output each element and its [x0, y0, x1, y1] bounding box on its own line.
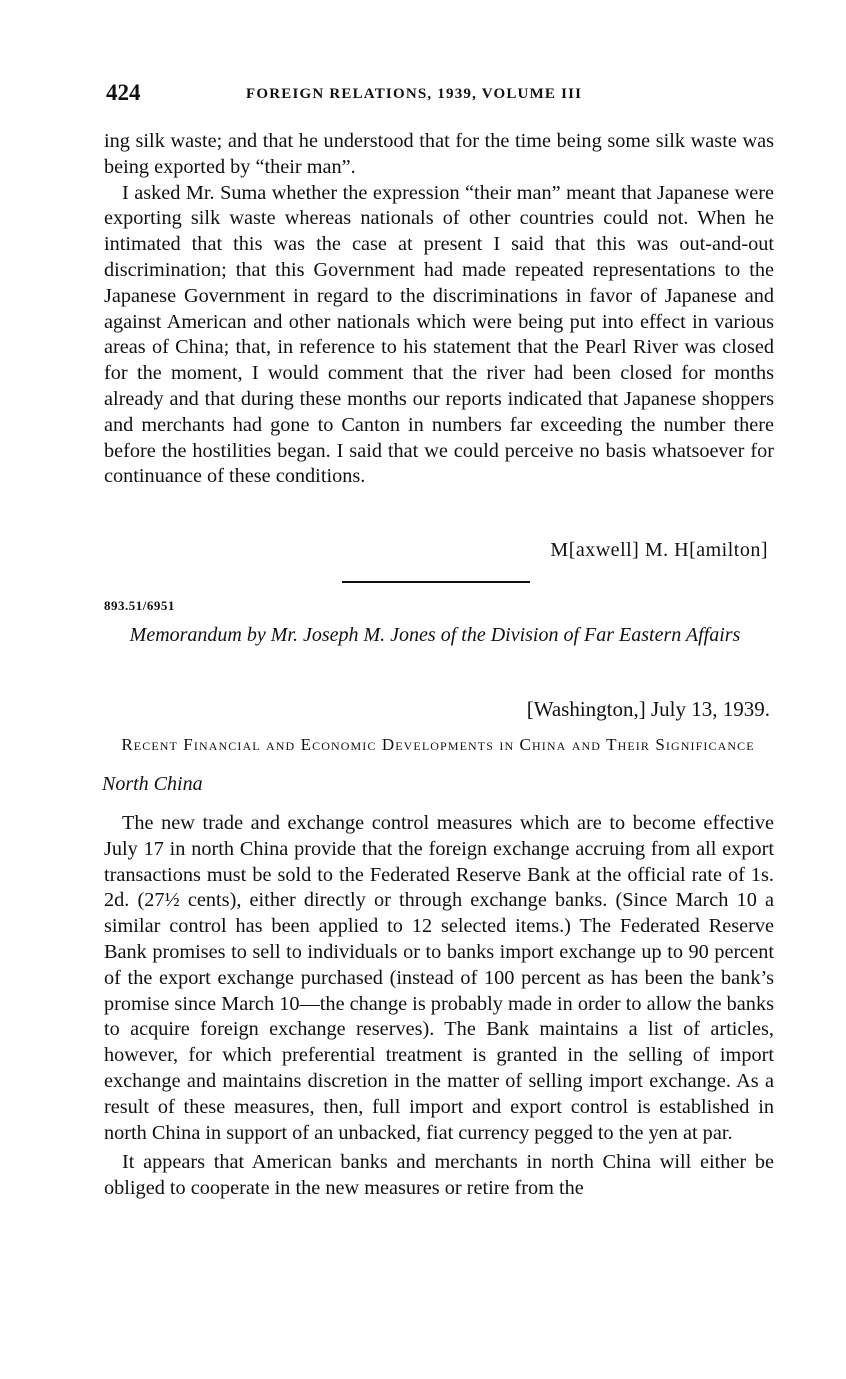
page-number: 424 — [106, 80, 141, 105]
section-heading: North China — [102, 773, 203, 795]
paragraph: ing silk waste; and that he understood that for the time being some silk waste was being exported by “their man”. — [104, 130, 774, 178]
section-divider — [342, 581, 530, 583]
file-number: 893.51/6951 — [104, 598, 175, 613]
signature: M[axwell] M. H[amilton] — [550, 539, 768, 561]
running-head: FOREIGN RELATIONS, 1939, VOLUME III — [246, 86, 583, 102]
paragraph: The new trade and exchange control measures which are to become effective July 17 in north China provide that the foreign exchange accruing from all export transactions must be sold to the Federated Reserve Bank at the official rate of 1s. 2d. (27½ cents), either directly or through exchange banks. (Since March 10 a similar control has been applied to 12 selected items.) The Federated Reserve Bank promises to sell to individuals or to banks import exchange up to 90 percent of the export exchange purchased (instead of 100 percent as has been the bank’s promise since March 10—the change is probably made in order to allow the banks to acquire foreign exchange reserves). The Bank maintains a list of articles, however, for which preferential treatment is granted in the selling of import exchange and maintains discretion in the matter of selling import exchange. As a result of these measures, then, full import and export control is established in north China in support of an unbacked, fiat currency pegged to the yen at par. — [104, 812, 774, 1144]
document-title: Memorandum by Mr. Joseph M. Jones of the Division of Far Eastern Affairs — [129, 624, 741, 646]
paragraph: I asked Mr. Suma whether the expression “their man” meant that Japanese were exporting silk waste whereas nationals of other countries could not. When he intimated that this was the case at present I said that this was out-and-out discrimination; that this Government had made repeated representations to the Japanese Government in regard to the discriminations in favor of Japanese and against American and other nationals which were being put into effect in various areas of China; that, in reference to his statement that the Pearl River was closed for the moment, I would comment that the river had been closed for months already and that during these months our reports indicated that Japanese shoppers and merchants had gone to Canton in numbers far exceeding the number there before the hostilities began. I said that we could perceive no basis whatsoever for continuance of these conditions. — [104, 181, 774, 488]
continuation-text — [104, 129, 774, 490]
memorandum-text — [104, 811, 774, 1202]
document-subject: Recent Financial and Economic Developments in China and Their Significance — [121, 735, 755, 754]
paragraph: It appears that American banks and merchants in north China will either be obliged to cooperate in the new measures or retire from the — [104, 1151, 774, 1200]
page-header — [106, 80, 770, 110]
dateline: [Washington,] July 13, 1939. — [526, 697, 770, 721]
